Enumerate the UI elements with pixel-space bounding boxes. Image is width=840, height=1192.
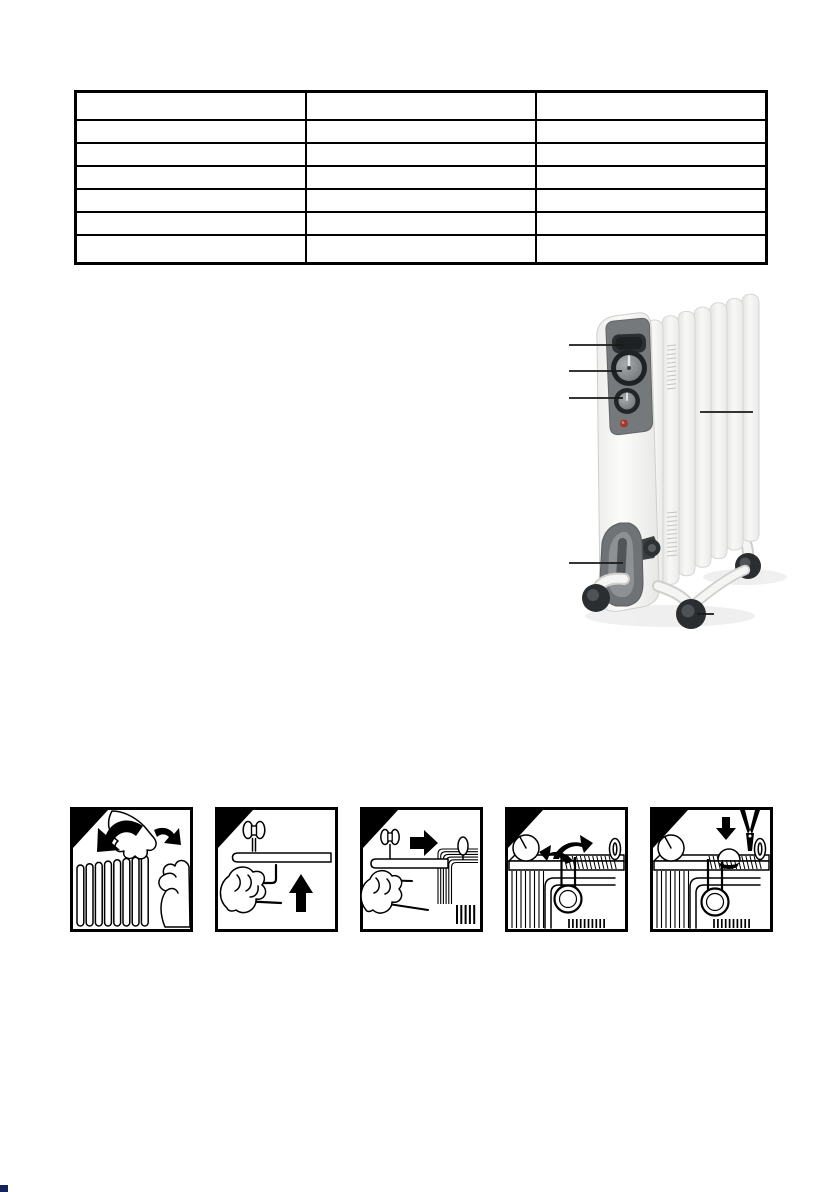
spec-table-cell [306, 189, 536, 212]
thermostat-knob[interactable] [611, 350, 647, 386]
step-3-slide-u-bolt-diagram [360, 807, 483, 932]
spec-table-cell [306, 120, 536, 143]
spec-table-cell [536, 92, 766, 121]
spec-table-cell [76, 92, 306, 121]
spec-table-cell [536, 143, 766, 166]
power-indicator-light [620, 420, 628, 428]
spec-table-cell [536, 166, 766, 189]
step-1-turn-upside-down-diagram [70, 807, 193, 932]
spec-table-cell [76, 120, 306, 143]
foot-bar-icon [233, 853, 332, 862]
spec-table-row [76, 166, 767, 189]
spec-table-cell [306, 143, 536, 166]
spec-table-cell [76, 212, 306, 235]
spec-table-cell [76, 189, 306, 212]
left-wing-nut-icon [513, 835, 539, 861]
spec-table [74, 90, 768, 265]
spec-table-cell [536, 120, 766, 143]
spec-table-cell [306, 235, 536, 264]
step-4-rotate-u-bolt-diagram [505, 807, 628, 932]
control-panel [606, 318, 653, 434]
spec-table-row [76, 189, 767, 212]
spec-table-cell [306, 92, 536, 121]
spec-table-row [76, 212, 767, 235]
heater-figure [540, 280, 840, 640]
spec-table-cell [76, 143, 306, 166]
spec-table-cell [76, 235, 306, 264]
left-wing-nut-icon [658, 835, 684, 861]
spec-table-cell [536, 189, 766, 212]
scan-artifact [0, 1185, 8, 1192]
right-wing-nut-icon [610, 839, 621, 860]
spec-table-cell [306, 166, 536, 189]
spec-table-cell [76, 166, 306, 189]
power-mode-knob[interactable] [614, 388, 640, 414]
spec-table-row [76, 235, 767, 264]
spec-table-row [76, 92, 767, 121]
right-wing-nut-icon [755, 839, 766, 860]
front-left-caster-wheel [582, 584, 610, 612]
threaded-wing-nut-icon [717, 849, 741, 869]
spec-table-row [76, 120, 767, 143]
spec-table-cell [536, 235, 766, 264]
spec-table-cell [536, 212, 766, 235]
step-5-tighten-with-pliers-diagram [650, 807, 773, 932]
foot-bar-icon [371, 859, 448, 868]
spec-table-cell [306, 212, 536, 235]
step-2-insert-u-bolt-diagram [215, 807, 338, 932]
assembly-steps-row [70, 807, 773, 932]
spec-table-body [76, 92, 767, 264]
spec-table-row [76, 143, 767, 166]
